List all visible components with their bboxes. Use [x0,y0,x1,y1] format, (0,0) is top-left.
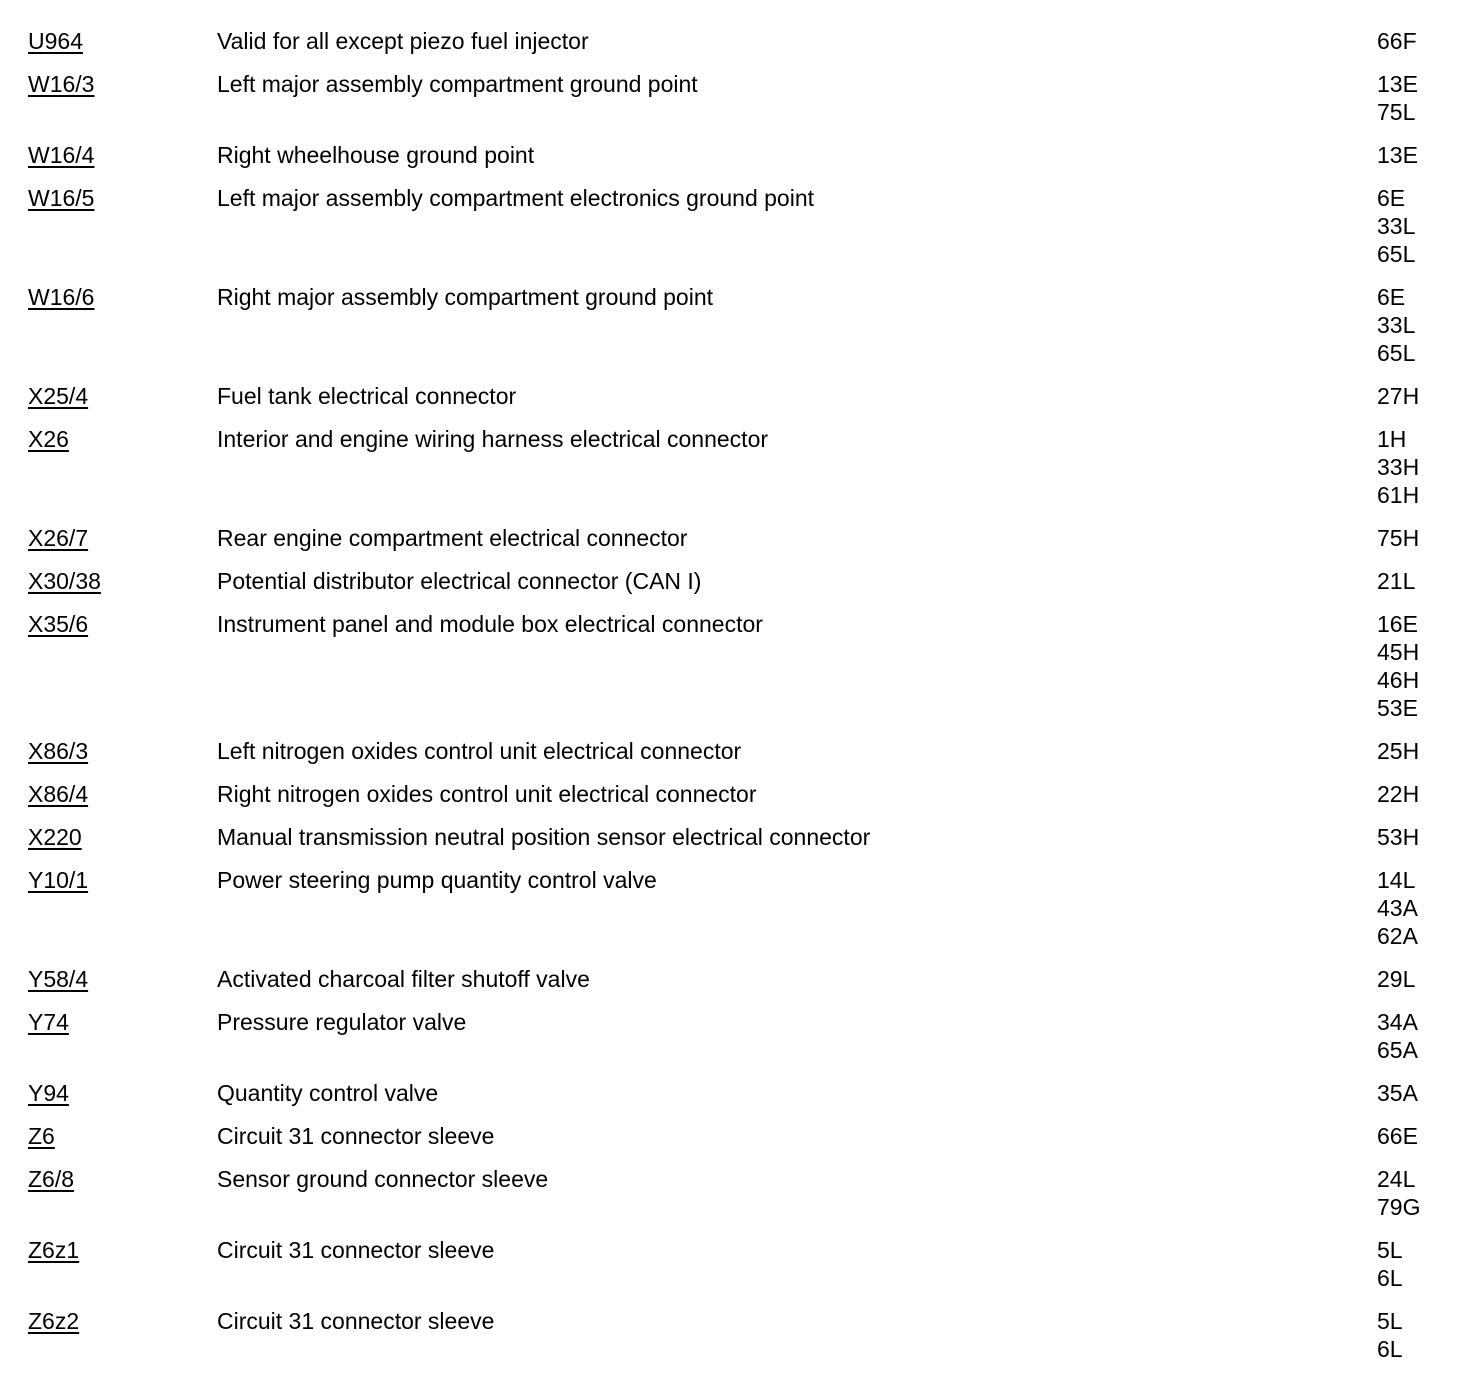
grid-reference-list [1377,965,1457,993]
component-description: Instrument panel and module box electrical connector [217,611,763,637]
component-code-cell [0,184,217,212]
grid-reference: 66E [1377,1123,1418,1149]
legend-row [0,184,1472,268]
grid-reference: 13E [1377,142,1418,168]
component-code-link[interactable]: W16/5 [28,185,95,211]
component-description: Right major assembly compartment ground point [217,284,714,310]
grid-reference-list [1377,1122,1457,1150]
legend-row [0,780,1472,808]
component-code-cell [0,141,217,169]
component-description: Left nitrogen oxides control unit electrical connector [217,738,742,764]
grid-reference-list [1377,1079,1457,1107]
grid-reference-list [1377,737,1457,765]
component-code-link[interactable]: X220 [28,824,82,850]
grid-reference-list [1377,184,1457,268]
component-code-link[interactable]: X26/7 [28,525,89,551]
component-code-link[interactable]: X26 [28,426,69,452]
component-description: Circuit 31 connector sleeve [217,1308,495,1334]
component-code-cell [0,965,217,993]
grid-reference: 33H [1377,454,1420,480]
grid-reference: 34A [1377,1009,1418,1035]
component-code-link[interactable]: Y74 [28,1009,69,1035]
legend-row [0,283,1472,367]
grid-reference-list [1377,1236,1457,1292]
grid-reference: 13E [1377,71,1418,97]
grid-reference-list [1377,283,1457,367]
legend-row [0,1165,1472,1221]
component-code-cell [0,1236,217,1264]
grid-reference: 62A [1377,923,1418,949]
legend-row [0,524,1472,552]
component-code-link[interactable]: Y10/1 [28,867,89,893]
component-code-link[interactable]: Y94 [28,1080,69,1106]
grid-reference: 21L [1377,568,1416,594]
grid-reference-list [1377,866,1457,950]
grid-reference: 25H [1377,738,1420,764]
grid-reference: 6L [1377,1336,1403,1362]
component-code-link[interactable]: W16/6 [28,284,95,310]
legend-row [0,1079,1472,1107]
grid-reference-list [1377,1165,1457,1221]
legend-row [0,866,1472,950]
legend-row [0,425,1472,509]
component-code-link[interactable]: X86/4 [28,781,89,807]
component-code-link[interactable]: U964 [28,28,83,54]
grid-reference: 6E [1377,284,1406,310]
component-description: Potential distributor electrical connector (CAN I) [217,568,702,594]
component-code-link[interactable]: X86/3 [28,738,89,764]
grid-reference: 65A [1377,1037,1418,1063]
grid-reference-list [1377,1008,1457,1064]
component-description: Manual transmission neutral position sensor electrical connector [217,824,871,850]
grid-reference: 53H [1377,824,1420,850]
grid-reference: 33L [1377,312,1416,338]
grid-reference: 14L [1377,867,1416,893]
component-code-cell [0,27,217,55]
component-description: Left major assembly compartment ground point [217,71,698,97]
grid-reference: 79G [1377,1194,1421,1220]
component-code-cell [0,283,217,311]
grid-reference-list [1377,27,1457,55]
grid-reference-list [1377,610,1457,722]
component-code-link[interactable]: W16/3 [28,71,95,97]
component-code-link[interactable]: Z6z1 [28,1237,80,1263]
grid-reference: 53E [1377,695,1418,721]
component-code-cell [0,737,217,765]
component-description: Right wheelhouse ground point [217,142,535,168]
grid-reference: 43A [1377,895,1418,921]
component-description: Circuit 31 connector sleeve [217,1123,495,1149]
grid-reference: 6L [1377,1265,1403,1291]
component-code-cell [0,1079,217,1107]
grid-reference: 24L [1377,1166,1416,1192]
component-code-link[interactable]: Z6/8 [28,1166,75,1192]
grid-reference: 65L [1377,340,1416,366]
component-description: Circuit 31 connector sleeve [217,1237,495,1263]
component-description: Valid for all except piezo fuel injector [217,28,589,54]
grid-reference: 65L [1377,241,1416,267]
component-description: Quantity control valve [217,1080,439,1106]
grid-reference: 1H [1377,426,1407,452]
grid-reference-list [1377,780,1457,808]
grid-reference-list [1377,425,1457,509]
component-code-cell [0,1307,217,1335]
grid-reference-list [1377,1307,1457,1363]
grid-reference: 66F [1377,28,1417,54]
grid-reference-list [1377,382,1457,410]
component-code-cell [0,425,217,453]
legend-row [0,823,1472,851]
component-code-link[interactable]: X25/4 [28,383,89,409]
grid-reference: 27H [1377,383,1420,409]
component-code-cell [0,823,217,851]
grid-reference: 35A [1377,1080,1418,1106]
component-code-cell [0,1165,217,1193]
component-legend-list [0,27,1472,1378]
grid-reference: 75L [1377,99,1416,125]
grid-reference: 61H [1377,482,1420,508]
component-code-link[interactable]: W16/4 [28,142,95,168]
legend-row [0,141,1472,169]
grid-reference-list [1377,524,1457,552]
component-description: Sensor ground connector sleeve [217,1166,549,1192]
grid-reference: 46H [1377,667,1420,693]
component-code-cell [0,1008,217,1036]
grid-reference: 75H [1377,525,1420,551]
component-code-cell [0,1122,217,1150]
component-description: Rear engine compartment electrical connector [217,525,688,551]
legend-row [0,1008,1472,1064]
grid-reference: 29L [1377,966,1416,992]
component-description: Power steering pump quantity control valve [217,867,657,893]
component-code-cell [0,382,217,410]
grid-reference: 45H [1377,639,1420,665]
grid-reference: 16E [1377,611,1418,637]
legend-row [0,965,1472,993]
component-code-cell [0,524,217,552]
component-code-cell [0,70,217,98]
component-description: Left major assembly compartment electronics ground point [217,185,815,211]
grid-reference-list [1377,70,1457,126]
component-description: Activated charcoal filter shutoff valve [217,966,590,992]
component-description: Pressure regulator valve [217,1009,467,1035]
grid-reference: 22H [1377,781,1420,807]
grid-reference: 33L [1377,213,1416,239]
component-code-link[interactable]: Y58/4 [28,966,89,992]
component-description: Right nitrogen oxides control unit electrical connector [217,781,757,807]
grid-reference-list [1377,141,1457,169]
grid-reference: 5L [1377,1237,1403,1263]
component-code-cell [0,780,217,808]
grid-reference-list [1377,567,1457,595]
legend-row [0,1236,1472,1292]
legend-row [0,610,1472,722]
legend-row [0,70,1472,126]
component-code-cell [0,567,217,595]
grid-reference: 5L [1377,1308,1403,1334]
grid-reference: 6E [1377,185,1406,211]
legend-row [0,382,1472,410]
component-code-cell [0,866,217,894]
legend-row [0,567,1472,595]
legend-row [0,27,1472,55]
component-description: Fuel tank electrical connector [217,383,517,409]
legend-row [0,1307,1472,1363]
grid-reference-list [1377,823,1457,851]
component-code-cell [0,610,217,638]
component-code-link[interactable]: Z6z2 [28,1308,80,1334]
legend-row [0,737,1472,765]
component-description: Interior and engine wiring harness electrical connector [217,426,769,452]
component-code-link[interactable]: X30/38 [28,568,101,594]
legend-row [0,1122,1472,1150]
component-code-link[interactable]: Z6 [28,1123,55,1149]
component-code-link[interactable]: X35/6 [28,611,89,637]
